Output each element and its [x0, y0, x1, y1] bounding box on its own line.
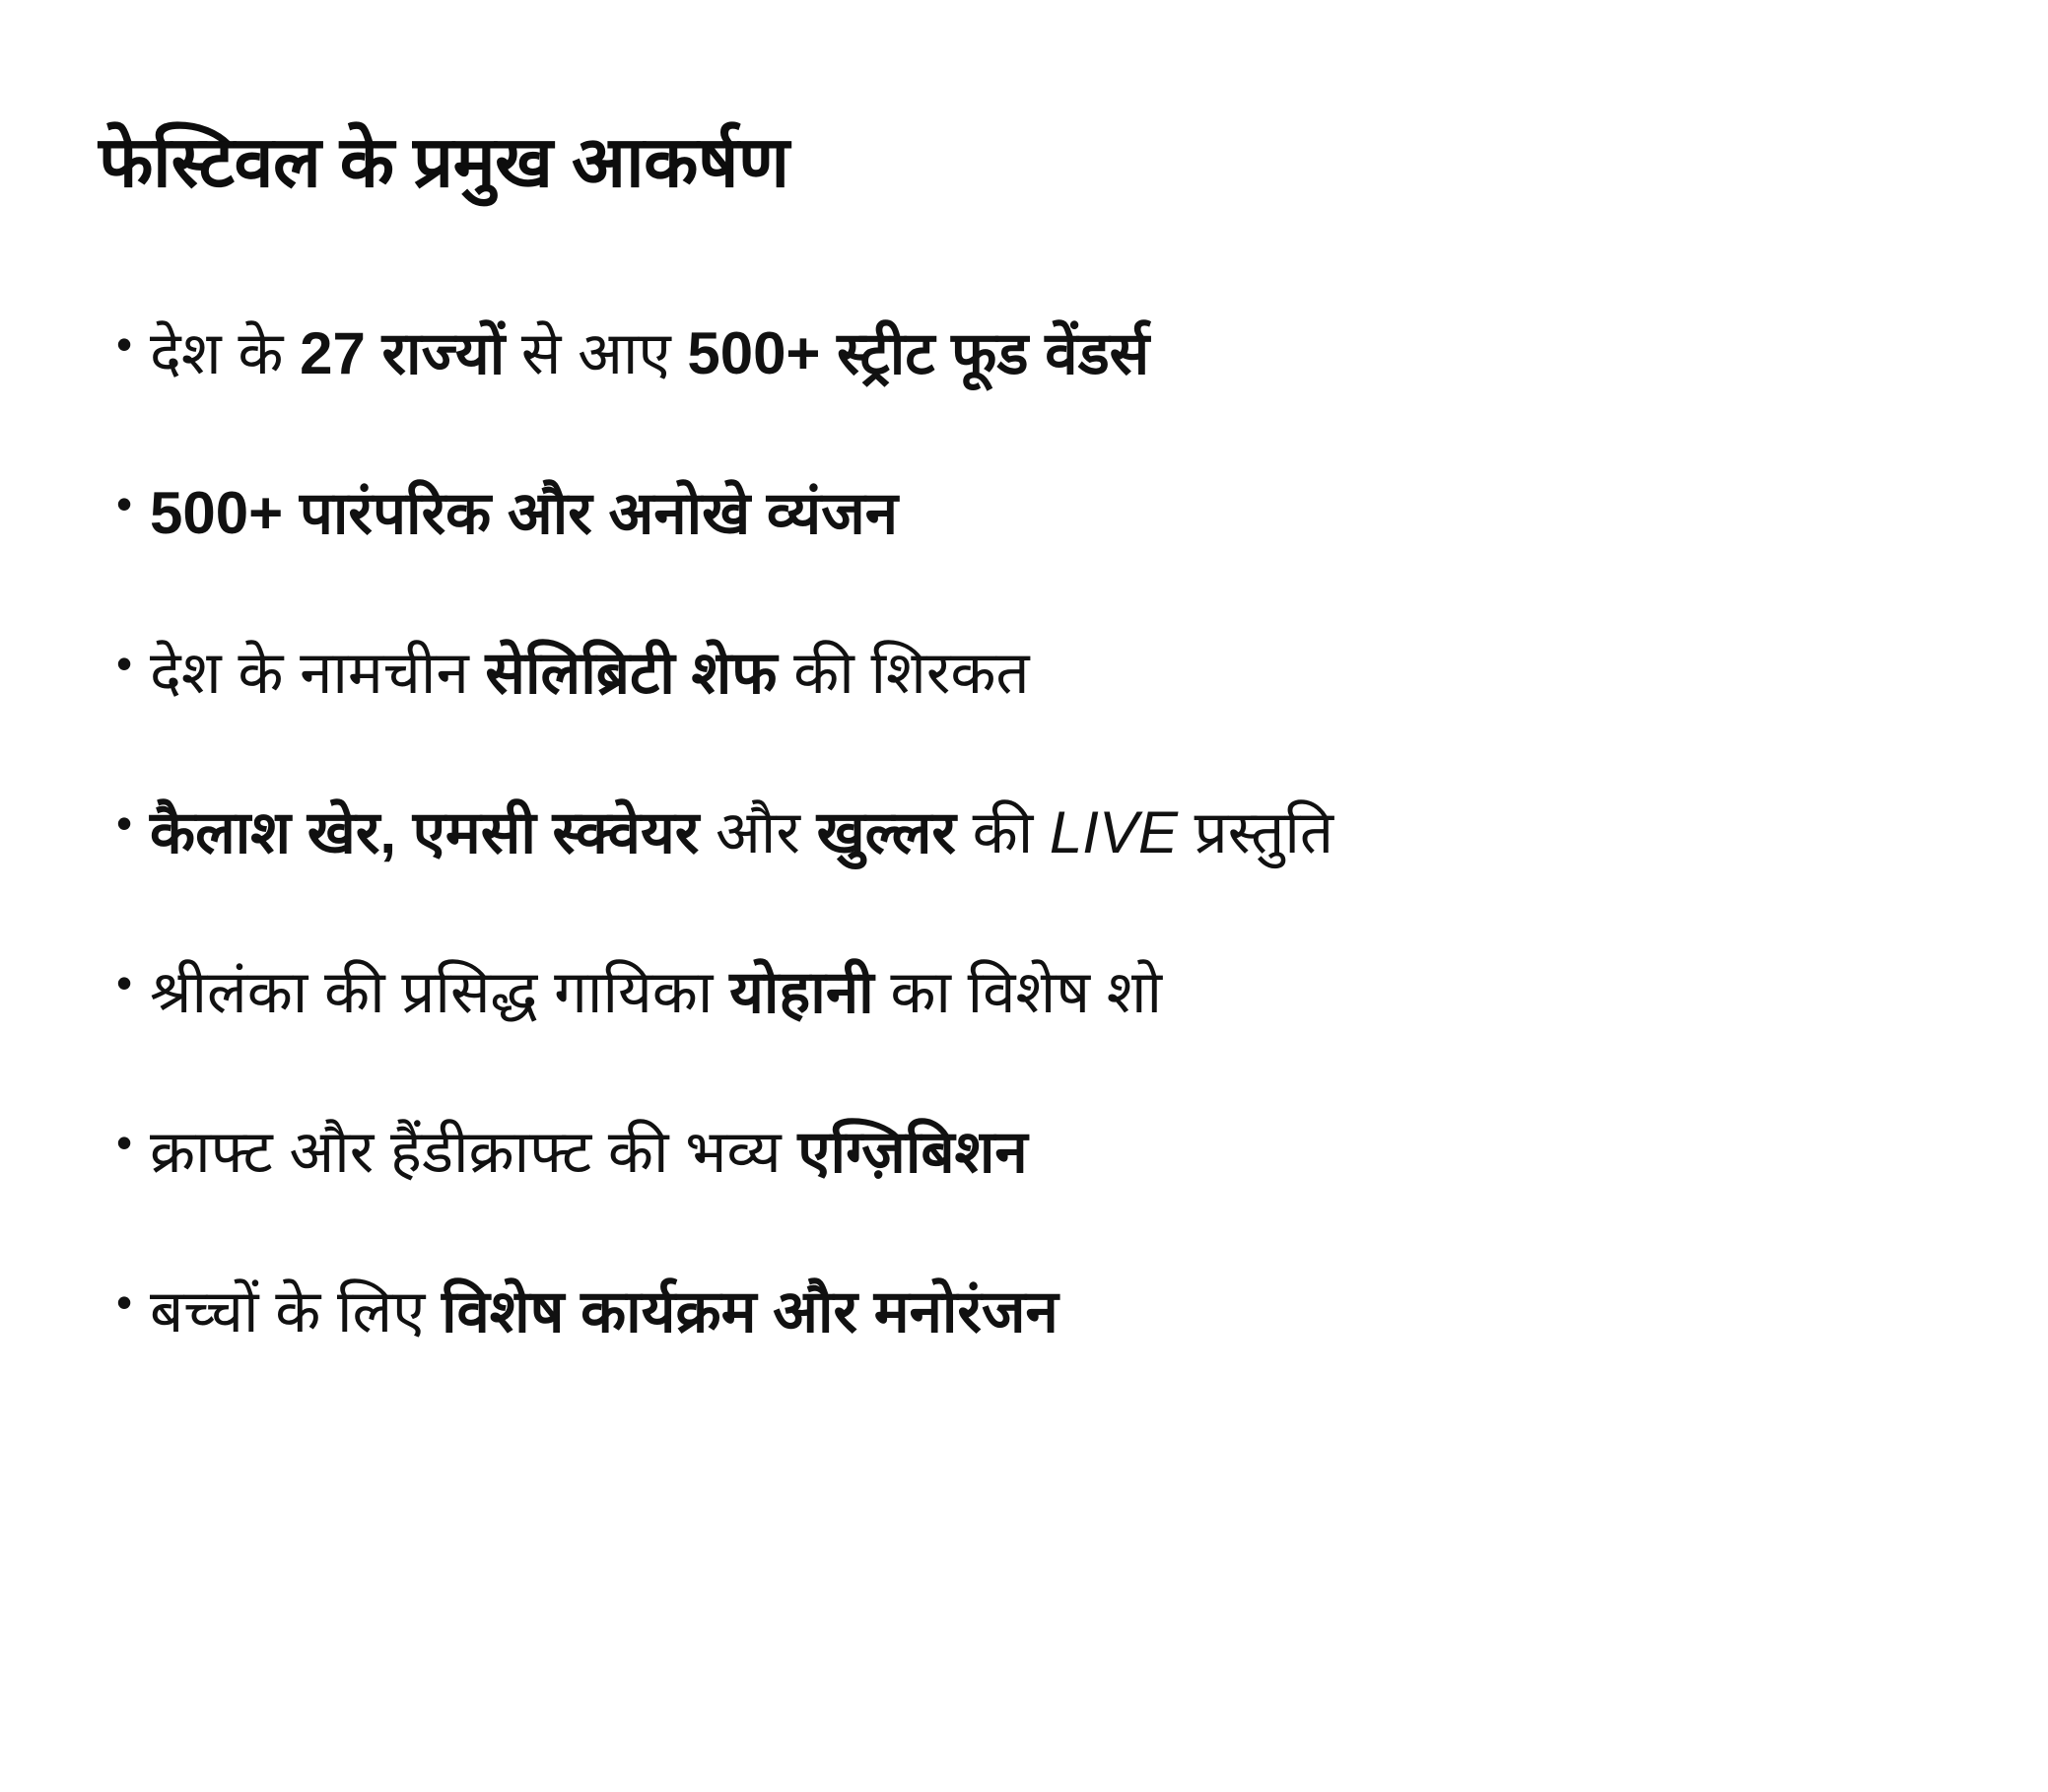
page-title: फेस्टिवल के प्रमुख आकर्षण: [99, 123, 789, 202]
list-item-text: बच्चों के लिए विशेष कार्यक्रम और मनोरंजन: [150, 1278, 1058, 1344]
list-item-text: देश के नामचीन सेलिब्रिटी शेफ की शिरकत: [150, 640, 1030, 706]
bullet-icon: •: [116, 1276, 133, 1328]
list-item: [99, 315, 1930, 392]
list-item: [99, 1114, 1930, 1191]
bullet-icon: •: [116, 797, 133, 849]
list-item: [99, 794, 1930, 871]
bullet-icon: •: [116, 638, 133, 689]
highlights-list: [99, 315, 1930, 1350]
list-item: [99, 954, 1930, 1031]
bullet-icon: •: [116, 318, 133, 370]
list-item-text: देश के 27 राज्यों से आए 500+ स्ट्रीट फूड वेंडर्स: [150, 320, 1150, 386]
bullet-icon: •: [116, 1117, 133, 1168]
list-item: [99, 475, 1930, 552]
bullet-icon: •: [116, 478, 133, 529]
list-item-text: कैलाश खेर, एमसी स्क्वेयर और खुल्लर की LIVE प्रस्तुति: [150, 799, 1334, 865]
list-item-text: श्रीलंका की प्रसिद्ध गायिका योहानी का विशेष शो: [150, 959, 1163, 1025]
list-item: [99, 1274, 1930, 1350]
list-item-text: 500+ पारंपरिक और अनोखे व्यंजन: [150, 480, 899, 546]
bullet-icon: •: [116, 957, 133, 1008]
list-item-text: क्राफ्ट और हैंडीक्राफ्ट की भव्य एग्ज़िबिशन: [150, 1119, 1028, 1185]
list-item: [99, 635, 1930, 712]
